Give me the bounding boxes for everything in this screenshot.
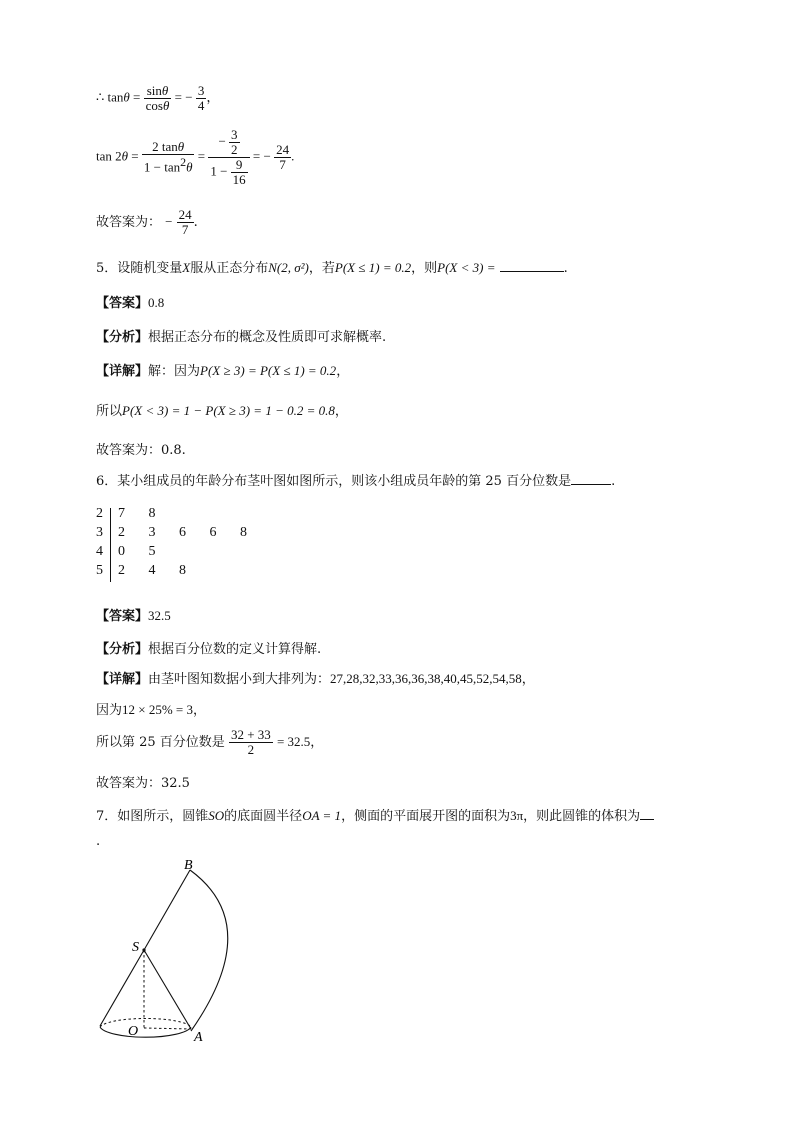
label-s: S <box>132 940 139 955</box>
theta: θ <box>177 139 185 155</box>
eq: = <box>197 148 206 164</box>
answer-blank <box>500 271 564 272</box>
minus: − <box>165 214 173 229</box>
double-angle-frac <box>142 140 195 174</box>
comma: ， <box>521 672 535 687</box>
theta: θ <box>123 89 130 105</box>
q5-final <box>96 439 186 458</box>
q6-analysis <box>96 638 321 657</box>
period: . <box>193 215 198 230</box>
q7-stem-c: ，侧面的平面展开图的面积为 <box>341 809 511 824</box>
two-tan: 2 tan <box>152 139 178 155</box>
line-sa <box>144 950 191 1029</box>
q5-stem-c: ，若 <box>308 261 335 276</box>
stem-value: 4 <box>96 544 103 559</box>
point-s <box>142 948 145 951</box>
q6-stem-text: 6．某小组成员的年龄分布茎叶图如图所示，则该小组成员年龄的第 25 百分位数是 <box>96 474 572 489</box>
answer-tag: 【答案】 <box>96 609 149 624</box>
answer-value: 0.8 <box>148 295 165 310</box>
q6-stem <box>96 470 615 489</box>
three-quarters <box>196 84 207 113</box>
n24: 24 <box>276 142 290 157</box>
leaf-values: 7 8 <box>118 506 166 521</box>
comma: ， <box>336 364 350 379</box>
theta: θ <box>161 83 169 98</box>
stem-value: 3 <box>96 525 103 540</box>
comma: ， <box>334 404 348 419</box>
d16: 16 <box>232 172 246 187</box>
stem-row <box>96 544 236 564</box>
d7: 7 <box>279 157 286 172</box>
condition: P(X ≤ 1) = 0.2 <box>334 260 412 275</box>
q4-answer-line <box>96 208 198 237</box>
var-x: X <box>182 260 191 275</box>
theta: θ <box>186 159 193 175</box>
answer-label: 故答案为： <box>96 215 162 230</box>
cone-figure <box>90 855 260 1055</box>
eq: = <box>133 89 141 105</box>
so: 所以 <box>96 404 123 419</box>
answer-blank <box>571 484 611 485</box>
answer-frac <box>177 208 194 237</box>
theta: θ <box>162 98 170 113</box>
period: . <box>563 261 568 276</box>
q5-detail <box>96 360 349 379</box>
cos: cos <box>145 98 163 113</box>
label-a: A <box>194 1030 203 1045</box>
q5-stem-b: 服从正态分布 <box>190 261 269 276</box>
num: 32 + 33 <box>230 727 271 742</box>
q5-stem-d: ，则 <box>411 261 438 276</box>
stem-row <box>96 525 257 545</box>
analysis-tag: 【分析】 <box>96 642 149 657</box>
stem-row <box>96 563 236 583</box>
q4-tan-line <box>96 84 219 113</box>
analysis-text: 根据百分位数的定义计算得解. <box>148 642 322 657</box>
tan-text: ∴ tan <box>96 89 124 105</box>
q6-detail <box>96 668 535 687</box>
den: 4 <box>197 98 205 113</box>
detail-tag: 【详解】 <box>96 364 149 379</box>
q5-stem-a: 5．设随机变量 <box>96 261 183 276</box>
label-b: B <box>184 858 193 873</box>
detail-f1: P(X ≥ 3) = P(X ≤ 1) = 0.2 <box>200 363 337 378</box>
stem-leaf-plot <box>96 506 256 586</box>
stem-value: 2 <box>96 506 103 521</box>
stem-value: 5 <box>96 563 103 578</box>
eq: = <box>252 148 261 164</box>
calc: 12 × 25% = 3 <box>122 702 194 717</box>
result-frac <box>274 143 291 172</box>
leaf-values: 2 4 8 <box>118 563 196 578</box>
q7-stem-a: 7．如图所示，圆锥 <box>96 809 209 824</box>
label-o: O <box>128 1024 139 1039</box>
q5-analysis <box>96 326 386 345</box>
q4-tan2-line <box>96 128 294 187</box>
n24: 24 <box>178 207 192 222</box>
one-minus: 1 − <box>210 163 228 179</box>
num: 3 <box>197 83 205 98</box>
den: 2 <box>247 742 255 757</box>
final-answer: 故答案为：32.5 <box>96 776 190 791</box>
q7-stem <box>96 805 654 824</box>
sin: sin <box>146 83 162 98</box>
detail-a: 解：因为 <box>148 364 201 379</box>
d7: 7 <box>181 222 189 237</box>
eq: = <box>131 148 139 164</box>
leaf-values: 2 3 6 6 8 <box>118 525 257 540</box>
minus: − <box>263 148 271 164</box>
comma: ， <box>193 703 207 718</box>
cone-so: SO <box>208 808 225 823</box>
q6-so <box>96 728 323 757</box>
q6-answer <box>96 605 171 624</box>
theta: θ <box>121 148 129 164</box>
answer-tag: 【答案】 <box>96 296 149 311</box>
line-sb <box>144 870 190 950</box>
ask: P(X < 3) = <box>437 260 496 275</box>
sorted-data: 27,28,32,33,36,36,38,40,45,52,54,58 <box>330 671 522 686</box>
q6-because <box>96 699 206 718</box>
result: = 32.5 <box>276 734 311 749</box>
q7-stem-b: 的底面圆半径 <box>224 809 303 824</box>
neg: − <box>218 133 226 149</box>
n9: 9 <box>231 158 248 173</box>
normal-dist: N(2, σ²) <box>268 260 309 275</box>
complex-frac <box>208 128 249 187</box>
analysis-tag: 【分析】 <box>96 330 149 345</box>
detail-f2: P(X < 3) = 1 − P(X ≥ 3) = 1 − 0.2 = 0.8 <box>122 403 335 418</box>
detail-tag: 【详解】 <box>96 672 149 687</box>
sector-arc <box>190 870 228 1031</box>
d2: 2 <box>231 142 238 157</box>
q5-so <box>96 400 348 419</box>
answer-value: 32.5 <box>148 608 171 623</box>
n3: 3 <box>231 127 238 142</box>
comma: ， <box>206 89 220 105</box>
analysis-text: 根据正态分布的概念及性质即可求解概率. <box>148 330 387 345</box>
final-answer: 故答案为：0.8. <box>96 443 186 458</box>
square: 2 <box>180 155 187 170</box>
so: 所以第 25 百分位数是 <box>96 735 225 750</box>
q7-stem-d: ，则此圆锥的体积为 <box>523 809 641 824</box>
radius-oa <box>144 1028 191 1029</box>
period: . <box>96 834 101 849</box>
detail-a: 由茎叶图知数据小到大排列为： <box>148 672 331 687</box>
eq: = <box>174 89 182 105</box>
because: 因为 <box>96 703 123 718</box>
minus: − <box>185 89 193 105</box>
q5-answer <box>96 292 164 311</box>
sin-over-cos <box>144 84 172 113</box>
q5-stem <box>96 257 568 276</box>
q7-stem-end <box>96 834 100 849</box>
line-s-left <box>100 950 144 1026</box>
area: 3π <box>510 808 524 823</box>
comma: ， <box>310 735 324 750</box>
q6-final <box>96 772 190 791</box>
tan2: tan 2 <box>96 148 122 164</box>
leaf-values: 0 5 <box>118 544 166 559</box>
period: . <box>611 474 616 489</box>
radius: OA = 1 <box>302 808 342 823</box>
answer-blank <box>640 819 654 820</box>
stem-row <box>96 506 236 526</box>
base-ellipse-back <box>100 1018 191 1027</box>
base-ellipse-front <box>100 1027 191 1037</box>
period: . <box>291 148 295 164</box>
one-minus-tan: 1 − tan <box>143 159 181 175</box>
median-frac <box>229 728 273 757</box>
